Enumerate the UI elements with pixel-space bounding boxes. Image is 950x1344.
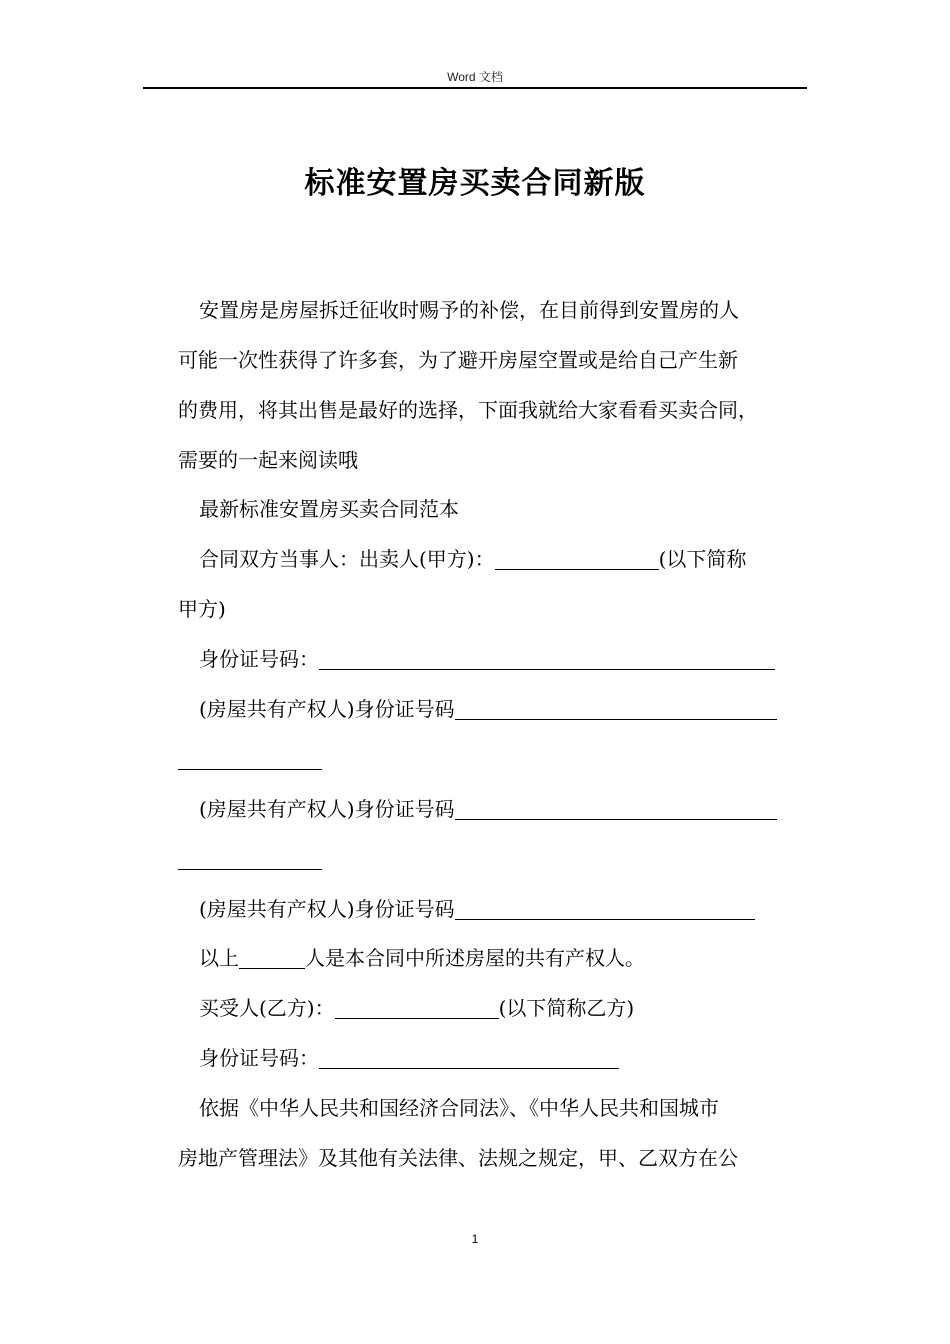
basis-line-2: 房地产管理法》及其他有关法律、法规之规定，甲、乙双方在公 [178,1146,738,1170]
party-b-label: 买受人(乙方)： [199,996,335,1020]
intro-line-3: 的费用，将其出售是最好的选择，下面我就给大家看看买卖合同， [178,398,758,422]
co-owners-prefix: 以上 [199,946,239,970]
party-a-label: 合同双方当事人：出卖人(甲方)： [199,547,495,571]
party-a-name-blank [495,547,659,570]
party-b-suffix: (以下简称乙方) [498,996,635,1020]
co-owner-line-2-cont [178,834,818,884]
intro-line-1: 安置房是房屋拆迁征收时赐予的补偿，在目前得到安置房的人 [199,298,739,322]
header-label: Word 文档 [447,70,503,84]
id-number-label-b: 身份证号码： [199,1046,319,1070]
co-owner-line-1 [178,684,818,734]
co-owners-count-blank [239,946,305,969]
co-owner-label-1: (房屋共有产权人)身份证号码 [199,697,455,721]
party-b-name-blank [335,996,499,1019]
co-owner-id-blank-1-cont [178,747,322,770]
co-owner-id-blank-3 [455,897,755,920]
party-b-id-line [178,1033,818,1083]
co-owner-label-2: (房屋共有产权人)身份证号码 [199,797,455,821]
co-owner-id-blank-2 [455,797,777,820]
intro-line-4: 需要的一起来阅读哦 [178,448,358,472]
co-owner-line-1-cont [178,734,818,784]
document-title: 标准安置房买卖合同新版 [304,166,646,201]
basis-line-1: 依据《中华人民共和国经济合同法》、《中华人民共和国城市 [199,1096,719,1120]
party-b-line [178,983,818,1033]
co-owner-id-blank-1 [455,697,777,720]
intro-line-2: 可能一次性获得了许多套，为了避开房屋空置或是给自己产生新 [178,348,738,372]
party-a-id-blank [319,647,775,670]
co-owners-note [178,933,818,983]
party-a-line [178,534,818,584]
party-a-id-line [178,634,818,684]
co-owners-suffix: 人是本合同中所述房屋的共有产权人。 [305,946,645,970]
co-owner-id-blank-2-cont [178,847,322,870]
contract-subtitle: 最新标准安置房买卖合同范本 [199,497,459,521]
page-number: 1 [471,1232,479,1246]
co-owner-line-2 [178,784,818,834]
id-number-label: 身份证号码： [199,647,319,671]
party-b-id-blank [319,1046,619,1069]
party-a-suffix-cont: 甲方) [178,597,226,621]
party-a-suffix: (以下简称 [658,547,747,571]
co-owner-label-3: (房屋共有产权人)身份证号码 [199,897,455,921]
header-divider [143,87,807,89]
co-owner-line-3 [178,884,818,934]
